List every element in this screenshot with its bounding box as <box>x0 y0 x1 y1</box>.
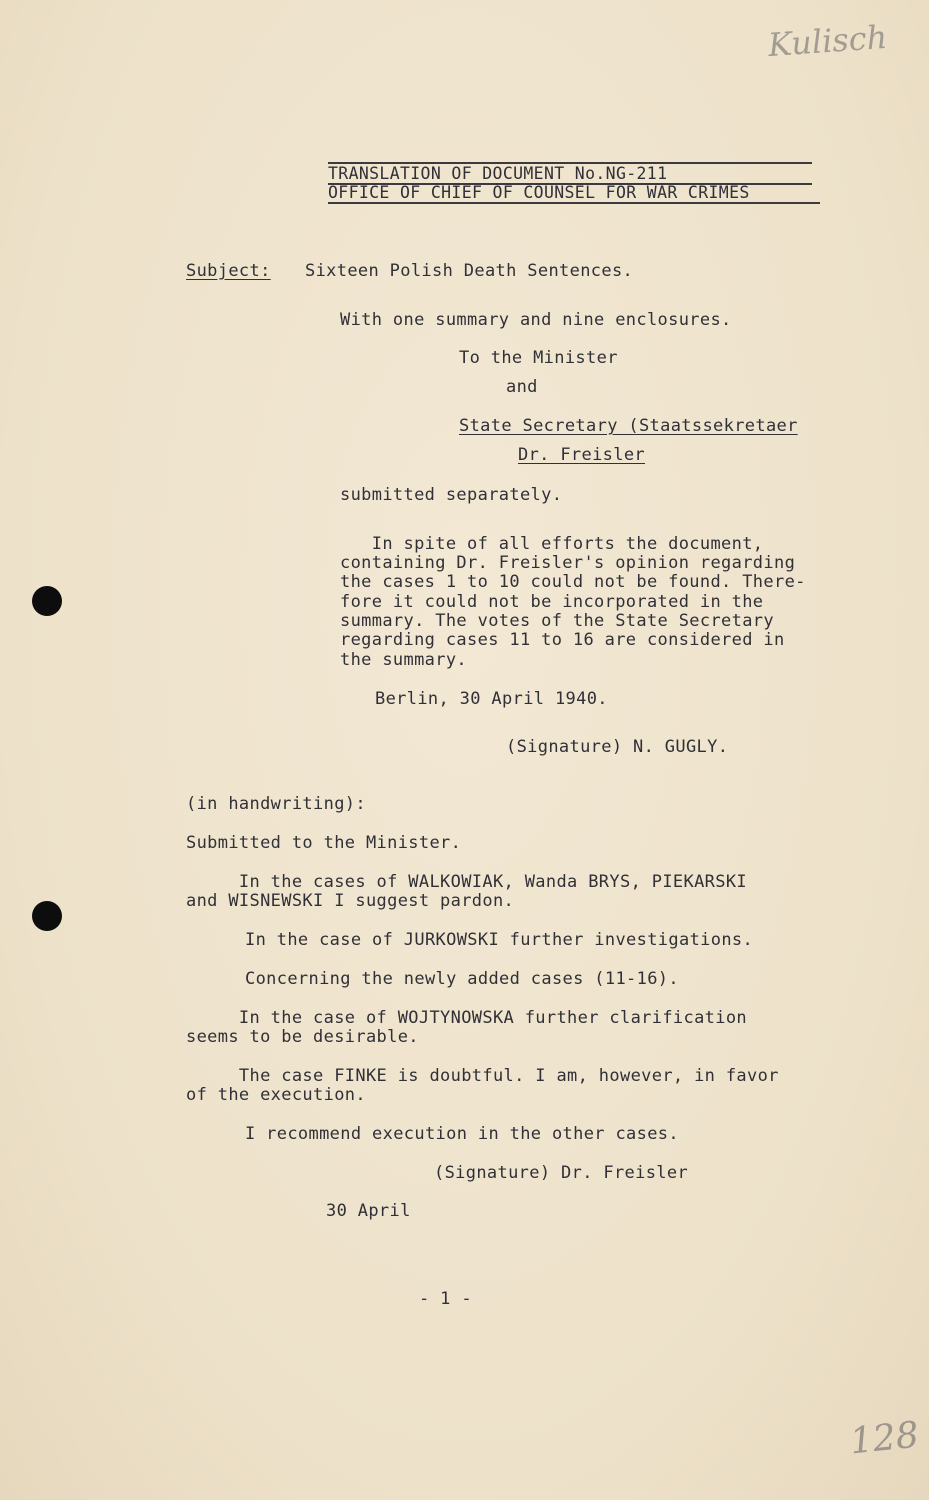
handwriting-label: (in handwriting): <box>186 794 366 814</box>
subject-label: Subject: <box>186 261 271 281</box>
header-line-1: TRANSLATION OF DOCUMENT No.NG-211 <box>328 164 668 183</box>
to-minister-line: To the Minister <box>459 348 618 368</box>
body-paragraph-line: the cases 1 to 10 could not be found. There- <box>340 572 806 592</box>
signature-gugly: (Signature) N. GUGLY. <box>506 737 729 757</box>
freisler-name-line: Dr. Freisler <box>518 445 646 465</box>
recommend-line: I recommend execution in the other cases. <box>245 1124 679 1144</box>
body-paragraph-line: summary. The votes of the State Secretary <box>340 611 774 631</box>
submitted-separately-line: submitted separately. <box>340 485 563 505</box>
body-paragraph-line: containing Dr. Freisler's opinion regarding <box>340 553 796 573</box>
body-paragraph-line: the summary. <box>340 650 468 670</box>
date-april: 30 April <box>326 1201 411 1221</box>
state-secretary-line: State Secretary (Staatssekretaer <box>459 416 798 436</box>
dateline: Berlin, 30 April 1940. <box>375 689 608 709</box>
submitted-to-minister: Submitted to the Minister. <box>186 833 462 853</box>
body-paragraph-line: fore it could not be incorporated in the <box>340 592 764 612</box>
subject-text: Sixteen Polish Death Sentences. <box>305 261 634 281</box>
handwritten-note-top-right: Kulisch <box>766 17 889 65</box>
finke-line: of the execution. <box>186 1085 366 1105</box>
signature-freisler: (Signature) Dr. Freisler <box>434 1163 689 1183</box>
punch-hole-upper <box>32 586 62 616</box>
finke-line: The case FINKE is doubtful. I am, however, in favor <box>186 1066 779 1086</box>
pardon-line: and WISNEWSKI I suggest pardon. <box>186 891 515 911</box>
header-line-2: OFFICE OF CHIEF OF COUNSEL FOR WAR CRIMES <box>328 183 750 202</box>
punch-hole-lower <box>32 901 62 931</box>
handwritten-page-number: 128 <box>848 1414 921 1463</box>
body-paragraph-line: In spite of all efforts the document, <box>340 534 764 554</box>
header-rule-bottom <box>328 202 820 204</box>
body-paragraph-line: regarding cases 11 to 16 are considered in <box>340 630 785 650</box>
jurkowski-line: In the case of JURKOWSKI further investigations. <box>245 930 754 950</box>
pardon-line: In the cases of WALKOWIAK, Wanda BRYS, PIEKARSKI <box>186 872 747 892</box>
wojtynowska-line: In the case of WOJTYNOWSKA further clarification <box>186 1008 747 1028</box>
and-line: and <box>506 377 538 397</box>
wojtynowska-line: seems to be desirable. <box>186 1027 419 1047</box>
newly-added-line: Concerning the newly added cases (11-16). <box>245 969 679 989</box>
enclosures-line: With one summary and nine enclosures. <box>340 310 732 330</box>
page-number: - 1 - <box>419 1289 472 1309</box>
